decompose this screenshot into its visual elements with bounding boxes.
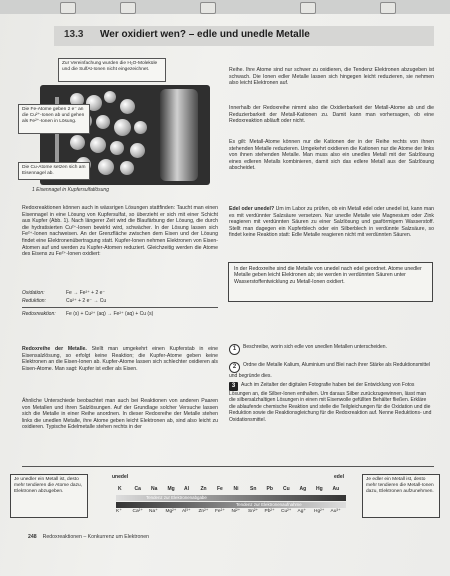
electron-release-arrow [116,495,346,501]
task-number: 3 [229,382,238,391]
element-symbol: Ni [233,486,239,492]
metal-ion: Na⁺ [149,509,158,514]
atom-ball [114,119,131,136]
figure-note-top: Zur Vereinfachung wurden die H₂O-Moleküle und die SulfAt-Ionen nicht eingezeichnet. [58,58,166,82]
metal-ion: Au³⁺ [330,509,341,514]
atom-ball [134,121,147,134]
right-paragraph-4-body: Um im Labor zu prüfen, ob ein Metall edel oder unedel ist, kann man es mit verdünnter Salzsäure versetzen. Nur unedle Metalle wie Magnesium oder Zink reagieren mit verdünnten Säuren zu einer Salzlösung und gasförmigem Wasserstoff. Stellt man dagegen ein Kupferblech oder ein Silberblech in verdünnte Salzsäure, so findet keine Reaktion statt: Edle Metalle reagieren nicht mit verdünnten Säuren. [229,206,434,239]
figure-note-left2: Die Cu-Atome setzen sich am Eisennagel ab. [18,162,90,180]
left-paragraph-3: Ähnliche Unterschiede beobachtet man auch bei Reaktionen von anderen Paaren von Metallen und ihren Salzlösungen. Auf der Grundlage solcher Versuche lassen sich die Metalle in einer Reihe anordnen. In dieser Redoxreihe der Metalle stehen links die unedlen Metalle, ihre Atome geben leicht Elektronen ab, sind also leicht zu oxidieren. Typische Edelmetalle stehen rechts in der [22,398,218,431]
metal-ion: Al³⁺ [182,509,191,514]
oxidation-label: Oxidation: [22,290,45,296]
metal-ion: Sn²⁺ [248,509,258,514]
element-symbol: Ag [299,486,307,492]
toolbar-tab-icon[interactable] [120,2,136,14]
toolbar-tab-icon[interactable] [380,2,396,14]
reduction-label: Reduktion: [22,298,46,304]
series-top-divider [22,466,434,467]
element-symbol: Pb [266,486,273,492]
redox-equation [22,311,153,317]
toolbar-tab-icon[interactable] [300,2,316,14]
metal-ion: Hg²⁺ [314,509,325,514]
reduction-equation [22,298,106,304]
metal-ion: Ca²⁺ [132,509,143,514]
element-symbol: Na [151,486,158,492]
metal-ion: Ag⁺ [297,509,306,514]
top-toolbar [0,0,450,14]
element-symbol: Mg [167,486,175,492]
section-title: Wer oxidiert wen? – edle und unedle Metalle [100,29,310,40]
reduction-formula: Cu²⁺ + 2 e⁻ → Cu [66,298,107,304]
task-item [229,382,434,423]
arrow-release-label: Tendenz zur Elektronenabgabe [146,495,207,500]
arrow-uptake-label: Tendenz zur Elektronenaufnahme [236,502,302,507]
left-paragraph-1: Redoxreaktionen können auch in wässrigen Lösungen stattfinden: Taucht man einen Eisennagel in eine Lösung von Kupfersulfat, so überzieht er sich mit einer Schicht aus Kupfer (Abb. 1). Nach längerer Zeit wird die Blaufärbung der Lösung, die durch die hydratisierten Cu²⁺-Ionen bewirkt wird, schwächer. In der Lösung lassen sich Fe²⁺-Ionen nachweisen. An der Grenzfläche zwischen dem Eisen und der Lösung findet eine Elektronenübertragung statt. Kupfer-Ionen nehmen Elektronen von Eisen-Atomen auf und werden zu Kupfer-Atomen reduziert. Gleichzeitig werden die Atome des Eisens zu Fe²⁺-Ionen oxidiert: [22,205,218,258]
task-text: Beschreibe, worin sich edle von unedlen Metallen unterscheiden. [243,344,387,350]
element-symbol: Cu [283,486,290,492]
footer-text: Redoxreaktionen – Konkurrenz um Elektronen [42,534,150,540]
series-left-box: Je unedler ein Metall ist, desto mehr tendieren die Atome dazu, Elektronen abzugeben. [10,474,88,518]
atom-ball [110,141,124,155]
oxidation-equation [22,290,105,296]
atom-ball [120,99,135,114]
heading-edel-unedel: Edel oder unedel? [229,206,275,212]
edel-label: edel [334,474,345,480]
right-paragraph-2: Innerhalb der Redoxreihe nimmt also die Oxidierbarkeit der Metall-Atome ab und die Reduzierbarkeit der Metall-Kationen zu. Damit kann man vorhersagen, ob eine Redoxreaktion abläuft oder nicht. [229,105,434,125]
electron-uptake-arrow [116,502,346,508]
page-footer [28,534,149,540]
task-item [229,362,434,379]
atom-ball [130,143,145,158]
atom-ball [104,91,116,103]
atom-ball [96,115,110,129]
task-text: Ordne die Metalle Kalium, Aluminium und Blei nach ihrer Stärke als Reduktionsmittel und begründe dies. [229,362,431,379]
redox-label: Redoxreaktion: [22,311,56,317]
metal-ion: Mg²⁺ [165,509,177,514]
task-number: 2 [229,362,240,373]
unedel-label: unedel [112,474,129,480]
task-item [229,344,434,355]
element-symbol: Au [332,486,340,492]
oxidation-formula: Fe → Fe²⁺ + 2 e⁻ [66,290,106,296]
atom-ball [70,135,85,150]
left-paragraph-2-body: Stellt man umgekehrt einen Kupferstab in eine Eisensalzlösung, so erfolgt keine Reaktion; die Kupfer-Atome geben keine Elektronen an die Eisen-Ionen ab. Kupfer-Atome lassen sich schlechter oxidieren als Eisen-Atome. Man sagt: Kupfer ist edler als Eisen. [22,346,218,372]
section-number: 13.3 [64,29,84,40]
task-number: 1 [229,344,240,355]
redox-formula: Fe (s) + Cu²⁺ (aq) → Fe²⁺ (aq) + Cu (s) [66,311,154,317]
right-paragraph-1: Reihe. Ihre Atome sind nur schwer zu oxidieren, die Tendenz Elektronen abzugeben ist schwach. Die Ionen edler Metalle lassen sich hingegen leicht reduzieren, sie nehmen also leicht Elektronen auf. [229,67,434,87]
heading-redoxreihe: Redoxreihe der Metalle. [22,346,87,352]
element-symbol: Fe [217,486,223,492]
atom-ball [90,137,106,153]
figure-note-left1: Die Fe-Atome geben 2 e⁻ an die Cu²⁺-Ionen ab und gehen als Fe²⁺-Ionen in Lösung. [18,104,90,134]
element-symbol: Al [184,486,189,492]
metal-ion: Pb²⁺ [264,509,275,514]
metal-ion: K⁺ [116,509,122,514]
test-tube-photo [160,89,198,181]
element-symbol: Hg [316,486,323,492]
toolbar-tab-icon[interactable] [60,2,76,14]
atom-ball [98,159,114,175]
page-number: 248 [28,534,37,540]
right-paragraph-3: Es gilt: Metall-Atome können nur die Kationen der in der Reihe rechts von ihnen stehenden Metalle reduzieren. Umgekehrt oxidieren die Kationen nur die Atome der links von ihnen stehenden Metalle. Man muss also ein unedles Metall mit der Salzlösung eines edleren Metalls kombinieren, damit sich das edlere Metall aus der Salzlösung abscheidet. [229,139,434,172]
left-paragraph-2 [22,346,218,372]
metal-ion: Ni²⁺ [231,509,241,514]
series-right-box: Je edler ein Metall ist, desto mehr tendieren die Metall-Ionen dazu, Elektronen aufzunehmen. [362,474,440,518]
metal-ion: Cu²⁺ [281,509,292,514]
element-symbol: Sn [250,486,257,492]
element-symbol: Zn [200,486,207,492]
metal-ion: Zn²⁺ [198,509,209,514]
element-symbol: K [118,486,122,492]
element-symbol: Ca [134,486,141,492]
right-paragraph-4 [229,206,434,239]
task-text: Auch im Zeitalter der digitalen Fotografie haben bei der Entwicklung von Fotos Lösungen an, die Silber-Ionen enthalten. Um daraus Silber zurückzugewinnen, lässt man die silbersalzhaltigen Lösungen in einen mit Eisenwolle gefüllten Behälter fließen. Erkläre die ablaufende chemische Reaktion und stelle die Teilgleichungen für die Oxidation und die Reduktion sowie die Reaktionsgleichung für die Redoxreaktion auf. Nenne Reduktions- und Oxidationsmittel. [229,382,432,423]
figure-caption: 1 Eisennagel in Kupfersulfatlösung [32,187,109,193]
equation-divider [22,307,218,308]
summary-infobox: In der Redoxreihe sind die Metalle von unedel nach edel geordnet. Atome unedler Metalle geben leicht Elektronen ab; sie werden in verdünnten Säuren unter Wasserstoffentwicklung zu Metall-Ionen oxidiert. [228,262,433,302]
metal-ion: Fe²⁺ [215,509,225,514]
atom-ball [120,161,134,175]
toolbar-tab-icon[interactable] [200,2,216,14]
